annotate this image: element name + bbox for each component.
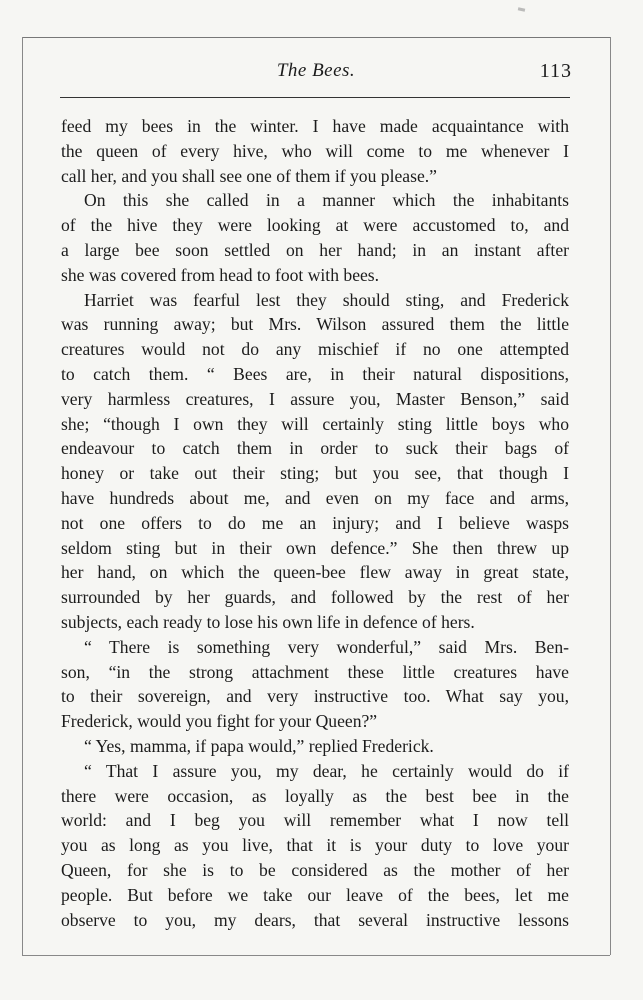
text-line: she was covered from head to foot with bees. [61, 264, 380, 285]
text-line: call her, and you shall see one of them if you please.” [61, 165, 437, 186]
text-line: observe to you, my dears, that several instructive lessons [61, 909, 569, 930]
text-line: the queen of every hive, who will come to me whenever I [61, 140, 569, 161]
frame-top-rule [22, 37, 610, 38]
text-line: to catch them. “ Bees are, in their natural dispositions, [61, 363, 569, 384]
text-line: honey or take out their sting; but you see, that though I [61, 463, 569, 484]
text-line: she; “though I own they will certainly sting little boys who [61, 413, 569, 434]
text-line: son, “in the strong attachment these little creatures have [61, 661, 569, 682]
text-line: there were occasion, as loyally as the best bee in the [61, 785, 569, 806]
text-line: Queen, for she is to be considered as the mother of her [61, 859, 569, 880]
text-line: “ Yes, mamma, if papa would,” replied Frederick. [84, 735, 434, 756]
running-head [60, 60, 572, 90]
body-text [61, 114, 569, 932]
text-line: not one offers to do me an injury; and I believe wasps [61, 512, 569, 533]
text-line: was running away; but Mrs. Wilson assured them the little [61, 314, 569, 335]
text-line: feed my bees in the winter. I have made acquaintance with [61, 116, 569, 136]
text-line: seldom sting but in their own defence.” She then threw up [61, 537, 569, 558]
running-title: The Bees. [276, 60, 356, 81]
text-line: endeavour to catch them in order to suck their bags of [61, 438, 569, 459]
text-line: surrounded by her guards, and followed by the rest of her [61, 587, 569, 608]
text-line: “ That I assure you, my dear, he certainly would do if [84, 760, 569, 781]
text-line: have hundreds about me, and even on my face and arms, [61, 487, 569, 508]
header-rule [60, 97, 570, 98]
text-line: “ There is something very wonderful,” said Mrs. Ben- [84, 636, 569, 657]
text-line: Frederick, would you fight for your Queen?” [61, 711, 378, 732]
text-line: very harmless creatures, I assure you, Master Benson,” said [61, 388, 569, 409]
frame-bottom-rule [22, 955, 610, 956]
text-line: creatures would not do any mischief if no one attempted [61, 339, 569, 360]
frame-left-rule [22, 37, 23, 955]
text-line: Harriet was fearful lest they should sting, and Frederick [84, 289, 569, 310]
text-line: her hand, on which the queen-bee flew away in great state, [61, 562, 569, 583]
text-line: world: and I beg you will remember what I now tell [61, 810, 569, 831]
text-line: you as long as you live, that it is your duty to love your [61, 835, 569, 856]
frame-right-rule [610, 37, 611, 955]
page-number: 113 [539, 60, 572, 82]
text-line: On this she called in a manner which the inhabitants [84, 190, 569, 211]
text-line: to their sovereign, and very instructive too. What say you, [61, 686, 569, 707]
text-line: a large bee soon settled on her hand; in an instant after [61, 239, 569, 260]
page-speck [518, 7, 525, 11]
text-line: people. But before we take our leave of the bees, let me [61, 884, 569, 905]
text-line: of the hive they were looking at were accustomed to, and [61, 215, 569, 236]
text-line: subjects, each ready to lose his own life in defence of hers. [61, 611, 475, 632]
